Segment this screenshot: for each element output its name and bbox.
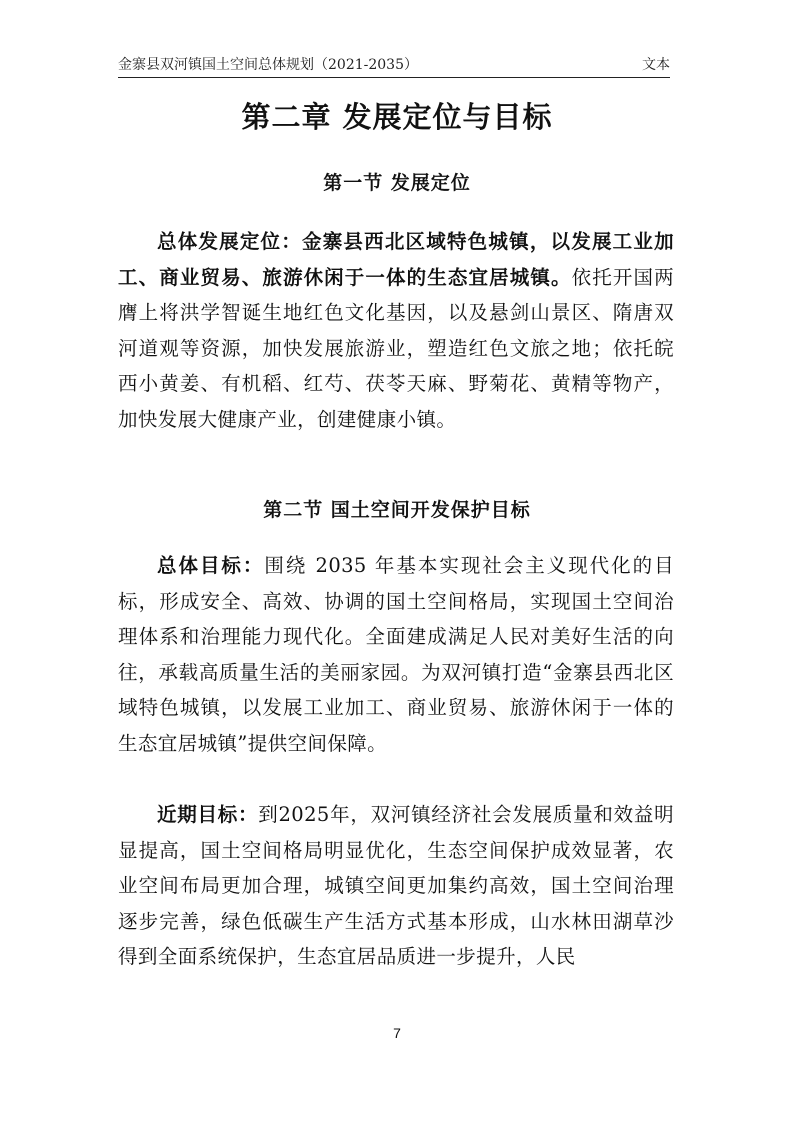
chapter-title: 第二章 发展定位与目标 — [241, 100, 553, 134]
paragraph-text: 依托开国两膺上将洪学智诞生地红色文化基因，以及悬剑山景区、隋唐双河道观等资源，加快发展旅游业，塑造红色文旅之地；依托皖西小黄姜、有机稻、红芍、茯苓天麻、野菊花、黄精等物产，加快发展大健康产业，创建健康小镇。 — [118, 265, 674, 431]
paragraph-near-term-goal — [118, 797, 674, 975]
bold-lead: 近期目标： — [157, 803, 259, 826]
bold-lead: 总体目标： — [157, 554, 265, 577]
section-title-positioning: 第一节 发展定位 — [323, 172, 471, 194]
paragraph-overall-goal — [118, 548, 674, 761]
bold-lead: 总体发展定位：金寨县西北区域特色城镇，以发展工业加工、商业贸易、旅游休闲于一体的生态宜居城镇。 — [118, 230, 674, 289]
paragraph-text: 围绕 2035 年基本实现社会主义现代化的目标，形成安全、高效、协调的国土空间格局，实现国土空间治理体系和治理能力现代化。全面建成满足人民对美好生活的向往，承载高质量生活的美丽家园。为双河镇打造“金寨县西北区域特色城镇，以发展工业加工、商业贸易、旅游休闲于一体的生态宜居城镇”提供空间保障。 — [118, 554, 674, 755]
paragraph-text: 到2025年，双河镇经济社会发展质量和效益明显提高，国土空间格局明显优化，生态空间保护成效显著，农业空间布局更加合理，城镇空间更加集约高效，国土空间治理逐步完善，绿色低碳生产生活方式基本形成，山水林田湖草沙得到全面系统保护，生态宜居品质进一步提升，人民 — [118, 803, 674, 968]
paragraph-overall-positioning — [118, 224, 674, 437]
section-title-goals: 第二节 国土空间开发保护目标 — [263, 499, 531, 521]
header-title: 金寨县双河镇国土空间总体规划（2021-2035） — [118, 57, 418, 73]
header-doc-type: 文本 — [642, 57, 670, 73]
page-header — [118, 54, 670, 78]
page-number: 7 — [393, 1025, 401, 1041]
